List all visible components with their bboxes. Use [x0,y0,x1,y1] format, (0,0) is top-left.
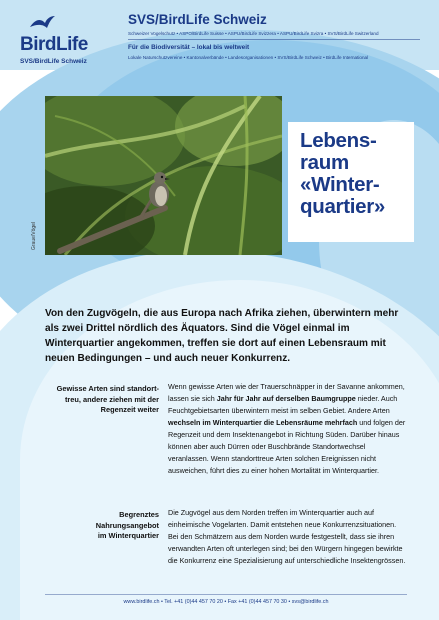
body-text: und folgen der Regenzeit und dem Insektenangebot in Richtung Süden. Darüber hinaus können aber auch Dürren oder Buschbrände Standortwechsel veranlassen. Wenn standorttreue Arten solchen Ereignissen nicht ausweichen, führt dies zu einer hohen Mortalität im Winterquartier. [168,418,406,475]
bird-logo-icon [28,14,56,34]
section-heading-line: treu, andere ziehen mit der [64,394,159,404]
body-emphasis: wechseln im Winterquartier die Lebensräume mehrfach [168,418,358,427]
section-heading-line: Begrenztes [119,510,159,519]
page-title [300,130,385,218]
section-heading-line: im Winterquartier [97,531,159,540]
organization-title: SVS/BirdLife Schweiz [128,12,267,27]
title-box [288,122,414,242]
footer-contact: www.birdlife.ch • Tel. +41 (0)44 457 70 20 • Fax +41 (0)44 457 70 30 • svs@birdlife.ch [123,599,329,605]
photo-credit: Graue/Vögel [31,221,37,250]
footer-divider [45,594,407,595]
logo-wordmark: BirdLife [20,34,88,55]
logo-subtitle: SVS/BirdLife Schweiz [20,58,87,65]
section-body: Die Zugvögel aus dem Norden treffen im Winterquartier auch auf einheimische Vogelarten. Damit entstehen neue Konkurrenzsituationen. Bei den Schmätzern aus dem Norden wurde festgestellt, dass sie ihren verwandten Arten oft unterlegen sind; bei den Würgern hingegen bewirkte die Konkurrenz eine Spezialisierung auf unterschiedliche Insektengrössen. [168,508,406,565]
section-heading-line: Gewisse Arten sind standort- [56,384,159,393]
body-text: Wenn gewisse Arten wie der Trauerschnäpper in der Savanne ankommen, lassen sie sich [168,382,405,403]
birdlife-logo[interactable] [20,14,115,66]
body-text: nieder. Auch Feuchtgebietsarten überwintern meist im selben Gebiet. Andere Arten [168,394,398,415]
section-heading [45,384,159,416]
title-line: «Winter- [300,173,380,196]
title-line: quartier» [300,195,386,218]
bird-photo [45,96,282,255]
section-heading-line: Regenzeit weiter [100,405,159,414]
organization-tagline: Für die Biodiversität – lokal bis weltweit [128,44,250,51]
body-emphasis: Jahr für Jahr auf derselben Baumgruppe [216,394,356,403]
intro-paragraph: Von den Zugvögeln, die aus Europa nach Afrika ziehen, überwintern mehr als zwei Drittel nördlich des Äquators. Sind die Vögel einmal im Winterquartier angekommen, treffen sie dort auf einen Lebensraum mit neuen Bedingungen – und auch neuer Konkurrenz. [45,308,399,364]
section-heading-line: Nahrungsangebot [95,520,159,530]
organization-structure: Lokale Naturschutzvereine • Kantonalverbände • Landesorganisationen • SVS/BirdLife Schweiz • BirdLife International [128,55,369,60]
organization-names: Schweizer Vogelschutz • ASPO/BirdLife Suisse • ASPU/BirdLife Svizzera • ASPU/BirdLife Svizra • SVS/BirdLife Switzerland [128,31,379,36]
section-heading [45,510,159,542]
title-line: raum [300,151,349,174]
title-line: Lebens- [300,129,377,152]
header-divider [128,39,420,40]
section-body [168,381,406,477]
